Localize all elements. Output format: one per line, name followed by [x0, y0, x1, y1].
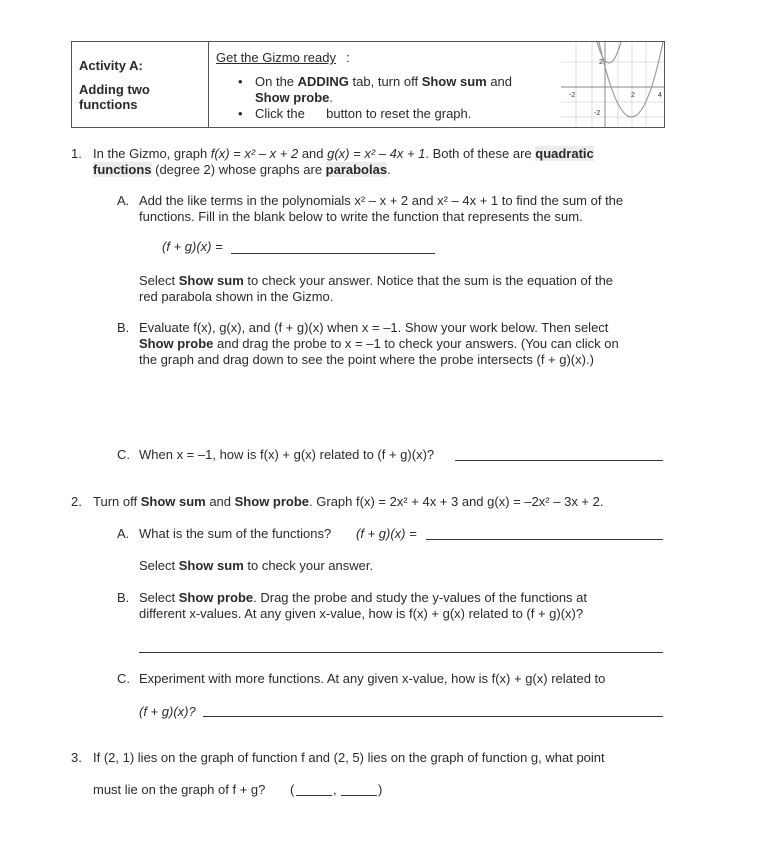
q2b-letter: B.: [117, 590, 130, 605]
q3-answer-open: (: [290, 782, 295, 797]
bullet-dot-icon: •: [238, 74, 243, 89]
q1-line2: functions (degree 2) whose graphs are parabolas.: [93, 162, 391, 177]
svg-text:-2: -2: [569, 92, 576, 99]
highlight-quadratic: quadratic: [535, 146, 594, 161]
q3-line1: If (2, 1) lies on the graph of function f and (2, 5) lies on the graph of function g, what point: [93, 750, 605, 765]
q1-number: 1.: [71, 146, 82, 161]
q1a-letter: A.: [117, 193, 130, 208]
q2a-answer-blank[interactable]: [426, 539, 663, 540]
q1-line1: In the Gizmo, graph f(x) = x² – x + 2 and g(x) = x² – 4x + 1. Both of these are quadratic: [93, 146, 594, 161]
q2c-letter: C.: [117, 671, 130, 686]
q1b-line2: Show probe and drag the probe to x = –1 to check your answers. (You can click on: [139, 336, 619, 351]
header-divider: [208, 42, 209, 127]
bullet-dot-icon: •: [238, 106, 243, 121]
bullet-reset: • Click the button to reset the graph.: [238, 106, 472, 121]
q1a-blank-label: (f + g)(x) =: [162, 239, 223, 254]
svg-text:2: 2: [631, 92, 635, 99]
q3-answer-close: ): [378, 782, 383, 797]
bullet-adding-tab: • On the ADDING tab, turn off Show sum and Show probe.: [238, 74, 513, 105]
svg-text:2: 2: [599, 59, 603, 66]
q2-line1: Turn off Show sum and Show probe. Graph f(x) = 2x² + 4x + 3 and g(x) = –2x² – 3x + 2.: [93, 494, 604, 509]
q1a-line2: functions. Fill in the blank below to write the function that represents the sum.: [139, 209, 583, 224]
svg-text:4: 4: [658, 92, 662, 99]
q2a-check: Select Show sum to check your answer.: [139, 558, 374, 573]
q2b-line1: Select Show probe. Drag the probe and study the y-values of the functions at: [139, 590, 588, 605]
highlight-parabolas: parabolas: [325, 162, 388, 177]
q2-number: 2.: [71, 494, 82, 509]
q1a-check-line1: Select Show sum to check your answer. Notice that the sum is the equation of the: [139, 273, 614, 288]
activity-title: Activity A:: [79, 58, 143, 73]
q1c-text: When x = –1, how is f(x) + g(x) related to (f + g)(x)?: [139, 447, 435, 462]
q1c-letter: C.: [117, 447, 130, 462]
q2b-line2: different x-values. At any given x-value, how is f(x) + g(x) related to (f + g)(x)?: [139, 606, 584, 621]
q1a-check-line2: red parabola shown in the Gizmo.: [139, 289, 334, 304]
q2b-answer-blank[interactable]: [139, 652, 663, 653]
gizmo-ready-heading: Get the Gizmo ready: [216, 50, 336, 65]
q2c-line2: (f + g)(x)?: [139, 704, 196, 719]
svg-text:-2: -2: [594, 110, 601, 117]
q3-line2: must lie on the graph of f + g?: [93, 782, 266, 797]
q3-answer-x-blank[interactable]: [296, 795, 332, 796]
q1a-line1: Add the like terms in the polynomials x² – x + 2 and x² – 4x + 1 to find the sum of the: [139, 193, 624, 208]
gizmo-ready-colon: :: [346, 50, 350, 65]
parabola-graph-thumbnail: [561, 42, 664, 127]
q3-answer-comma: ,: [333, 782, 337, 797]
q2a-letter: A.: [117, 526, 130, 541]
q3-answer-y-blank[interactable]: [341, 795, 377, 796]
q1b-line3: the graph and drag down to see the point where the probe intersects (f + g)(x).): [139, 352, 594, 367]
q2c-line1: Experiment with more functions. At any given x-value, how is f(x) + g(x) related to: [139, 671, 606, 686]
q1b-line1: Evaluate f(x), g(x), and (f + g)(x) when x = –1. Show your work below. Then select: [139, 320, 609, 335]
q2c-answer-blank[interactable]: [203, 716, 663, 717]
q1c-answer-blank[interactable]: [455, 460, 663, 461]
q2a-text: What is the sum of the functions?: [139, 526, 332, 541]
q1a-answer-blank[interactable]: [231, 253, 435, 254]
q3-number: 3.: [71, 750, 82, 765]
q2a-label: (f + g)(x) =: [356, 526, 417, 541]
highlight-functions: functions: [93, 162, 152, 177]
activity-subtitle: Adding two functions: [79, 82, 150, 112]
q1b-letter: B.: [117, 320, 130, 335]
activity-header-table: [71, 41, 665, 128]
